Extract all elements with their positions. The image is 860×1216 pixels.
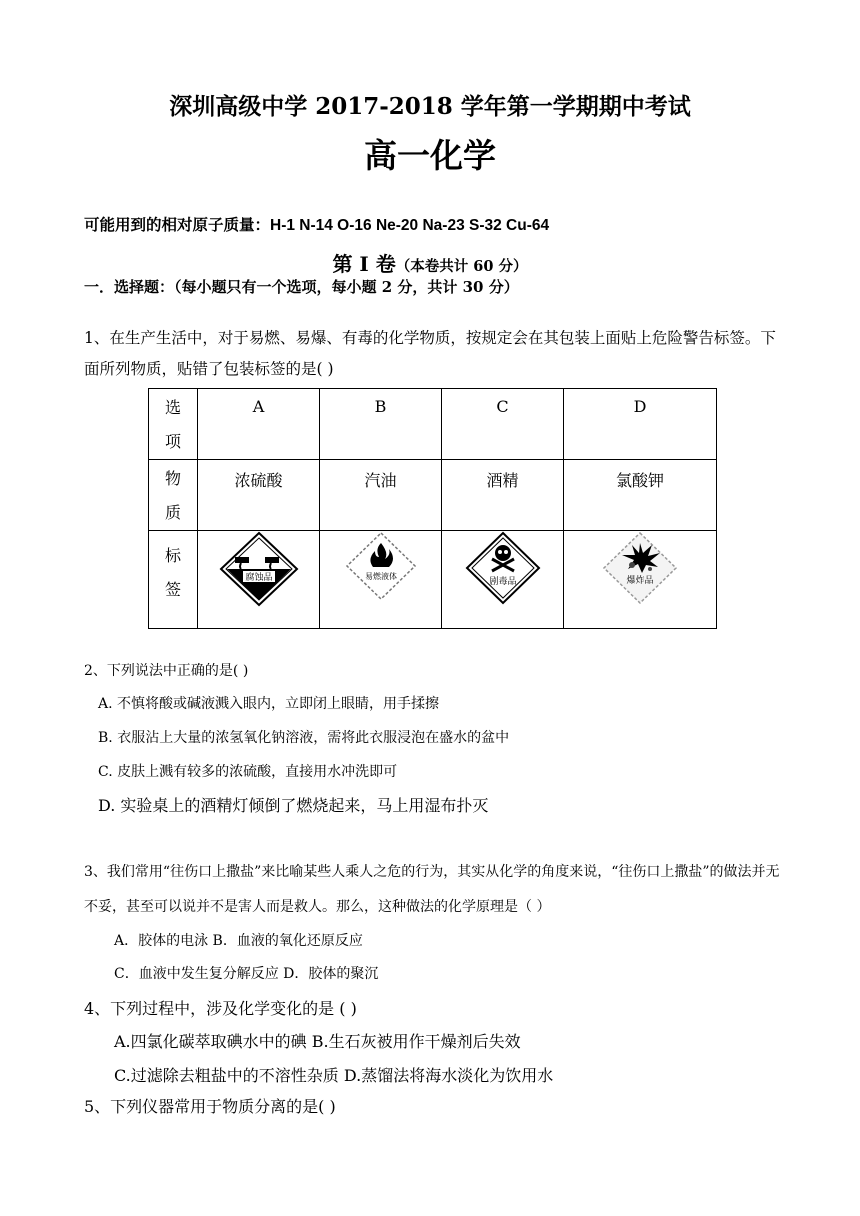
svg-text:易燃液体: 易燃液体 [364, 572, 397, 581]
svg-text:爆炸品: 爆炸品 [626, 576, 654, 586]
table-row [149, 531, 717, 629]
exam-title: 深圳高级中学 2017-2018 学年第一学期期中考试 [169, 93, 691, 120]
hazard-label-table [148, 388, 717, 629]
svg-text:腐蚀品: 腐蚀品 [244, 573, 273, 583]
question-4-options-row-1: A.四氯化碳萃取碘水中的碘 B.生石灰被用作干燥剂后失效 [114, 1032, 521, 1051]
option-letter: D [633, 397, 647, 416]
option-letter: C [496, 397, 509, 416]
question-4-options-row-2: C.过滤除去粗盐中的不溶性杂质 D.蒸馏法将海水淡化为饮用水 [114, 1066, 554, 1085]
option-letter: A [252, 397, 265, 416]
section-note: （本卷共计 60 分） [395, 258, 528, 275]
question-5-stem: 5、下列仪器常用于物质分离的是( ) [84, 1097, 336, 1116]
substance-name: 汽油 [364, 471, 397, 490]
substance-name: 酒精 [486, 471, 519, 490]
table-row [149, 389, 717, 460]
atomic-masses: 可能用到的相对原子质量：H-1 N-14 O-16 Ne-20 Na-23 S-32 Cu-64 [84, 217, 550, 234]
row-header-substance: 物 质 [149, 460, 198, 531]
substance-name: 浓硫酸 [234, 471, 283, 490]
subject-title: 高一化学 [364, 136, 496, 175]
section-title: 第 I 卷 [332, 252, 396, 276]
question-1-stem: 1、在生产生活中，对于易燃、易爆、有毒的化学物质，按规定会在其包装上面贴上危险警告标签。下面所列物质，贴错了包装标签的是( ) [84, 329, 776, 378]
skull-crossbones-icon [465, 531, 541, 605]
question-2-option-b: B. 衣服沾上大量的浓氢氧化钠溶液，需将此衣服浸泡在盛水的盆中 [98, 730, 510, 746]
corrosive-icon [219, 531, 299, 607]
part-heading: 一．选择题：（每小题只有一个选项，每小题 2 分，共计 30 分） [84, 278, 519, 296]
question-3-options-row-2: C．血液中发生复分解反应 D．胶体的聚沉 [114, 966, 379, 982]
question-2-option-d: D. 实验桌上的酒精灯倾倒了燃烧起来，马上用湿布扑灭 [98, 796, 489, 815]
substance-name: 氯酸钾 [615, 471, 664, 490]
row-header-label: 标 签 [149, 531, 198, 629]
question-3-options-row-1: A．胶体的电泳 B．血液的氧化还原反应 [114, 933, 363, 949]
section-heading [0, 248, 860, 277]
question-2-option-a: A. 不慎将酸或碱液溅入眼内，立即闭上眼睛，用手揉擦 [98, 696, 440, 712]
svg-text:剧毒品: 剧毒品 [488, 577, 517, 587]
question-2-stem: 2、下列说法中正确的是( ) [84, 663, 249, 679]
flame-icon [345, 531, 417, 601]
question-2-option-c: C. 皮肤上溅有较多的浓硫酸，直接用水冲洗即可 [98, 764, 398, 780]
question-4-stem: 4、下列过程中，涉及化学变化的是 ( ) [84, 999, 357, 1018]
table-row [149, 460, 717, 531]
option-letter: B [374, 397, 387, 416]
row-header-option: 选 项 [149, 389, 198, 460]
question-3-stem: 3、我们常用“往伤口上撒盐”来比喻某些人乘人之危的行为，其实从化学的角度来说，“往伤口上撒盐”的做法并无不妥，甚至可以说并不是害人而是救人。那么，这种做法的化学原理是（ ） [84, 864, 780, 915]
explosion-icon [602, 531, 678, 605]
